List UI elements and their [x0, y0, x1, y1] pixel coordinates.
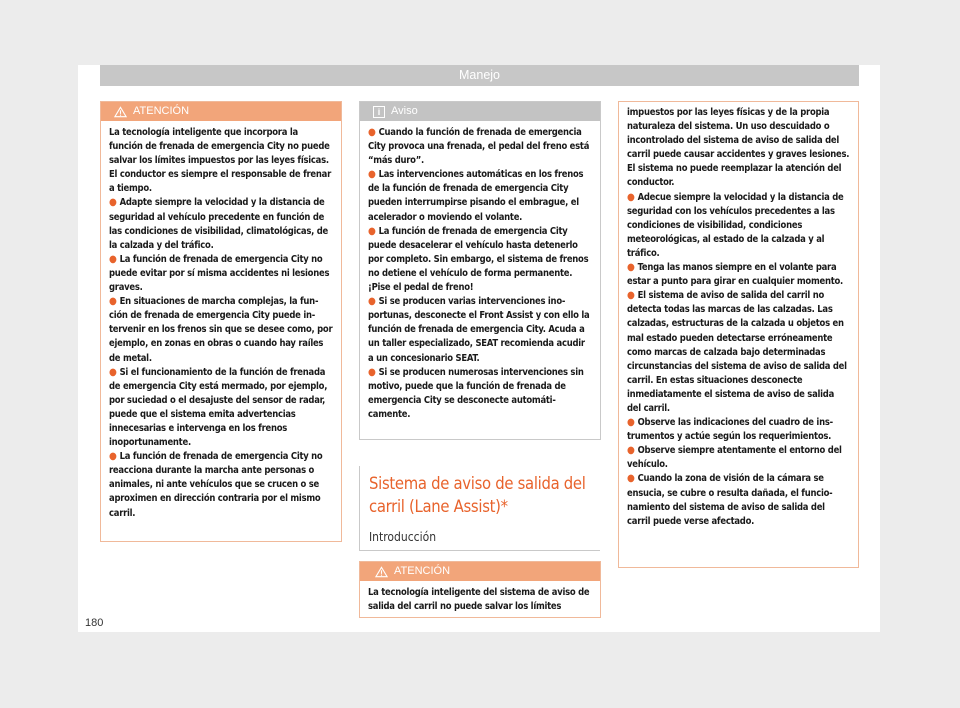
notice-box-header — [360, 102, 600, 121]
list-item: ● En situaciones de marcha complejas, la función de frenada de emergencia City puede intervenir en los frenos sin que se desee como, por ejemplo, en zonas en obras o cuando hay raíles de metal. — [109, 296, 333, 364]
list-item: ● El sistema de aviso de salida del carril no detecta todas las marcas de las calzadas. Las calzadas, estructuras de la calzada u objetos en mal estado pueden detectarse erróneamente como marcas de calzada bajo determinadas circunstancias del sistema de aviso de salida del carril. En estas situaciones desconecte inmediatamente el sistema de aviso de salida del carril. — [627, 290, 847, 414]
warning-box-body — [101, 121, 341, 527]
warning-box-title: ATENCIÓN — [133, 105, 190, 117]
bullet-icon: ● — [368, 296, 376, 308]
list-item: ● Si se producen numerosas intervenciones sin motivo, puede que la función de frenada de emergencia City se desconecte automáticamente. — [368, 366, 584, 420]
bullet-icon: ● — [109, 366, 117, 378]
list-item: ● Observe siempre atentamente el entorno del vehículo. — [627, 445, 842, 471]
bullet-icon: ● — [368, 366, 376, 378]
warning-box-continued — [618, 101, 859, 568]
warning-intro: La tecnología inteligente del sistema de aviso de salida del carril no puede salvar los límites — [368, 587, 590, 613]
section-subtitle: Introducción — [369, 530, 437, 544]
bullet-icon: ● — [109, 451, 117, 463]
list-item: ● Si se producen varias intervenciones inoportunas, desconecte el Front Assist y con ello la función de frenada de emergencia City. Acuda a un taller especializado, SEAT recomienda acudir a un concesionario SEAT. — [368, 296, 590, 364]
list-item: ● La función de frenada de emergencia City no puede evitar por sí misma accidentes ni lesiones graves. — [109, 253, 330, 294]
bullet-icon: ● — [368, 225, 376, 237]
section-divider-vertical — [359, 466, 360, 551]
page-header: Manejo — [100, 65, 859, 86]
list-item: ● Tenga las manos siempre en el volante para estar a punto para girar en cualquier momento. — [627, 262, 844, 288]
warning-triangle-icon — [114, 106, 127, 118]
bullet-icon: ● — [109, 296, 117, 308]
warning-triangle-icon — [375, 566, 388, 578]
bullet-icon: ● — [627, 262, 635, 274]
warning-box-left — [100, 101, 342, 542]
section-divider — [359, 550, 600, 551]
list-item: ● Las intervenciones automáticas en los frenos de la función de frenada de emergencia City pueden interrumpirse pisando el embrague, el acelerador o moviendo el volante. — [368, 169, 584, 223]
notice-box-title: Aviso — [391, 105, 418, 117]
bullet-icon: ● — [627, 191, 635, 203]
info-icon: i — [373, 106, 385, 118]
list-item: ● Cuando la zona de visión de la cámara se ensucia, se cubre o resulta dañada, el funcionamiento del sistema de aviso de salida del carril puede verse afectado. — [627, 473, 833, 527]
bullet-icon: ● — [627, 417, 635, 429]
list-item: ● Adecue siempre la velocidad y la distancia de seguridad con los vehículos precedentes a las condiciones de visibilidad, condiciones meteorológicas, al estado de la calzada y al tráfico. — [627, 191, 844, 259]
list-item: ● Adapte siempre la velocidad y la distancia de seguridad al vehículo precedente en función de las condiciones de visibilidad, climatológicas, de la calzada y del tráfico. — [109, 197, 329, 251]
list-item: ● La función de frenada de emergencia City puede desacelerar el vehículo hasta detenerlo por completo. Sin embargo, el sistema de frenos no detiene el vehículo de forma permanente. ¡Pise el pedal de freno! — [368, 225, 589, 294]
warning-box-header — [360, 562, 600, 581]
notice-box-body — [360, 121, 600, 428]
page-number: 180 — [85, 617, 104, 629]
warning-intro: impuestos por las leyes físicas y de la propia naturaleza del sistema. Un uso descuidado o incontrolado del sistema de aviso de salida del carril puede causar accidentes y graves lesiones. El sistema no puede reemplazar la atención del conductor. — [627, 107, 850, 189]
bullet-icon: ● — [109, 253, 117, 265]
bullet-icon: ● — [368, 127, 376, 138]
list-item: ● Cuando la función de frenada de emergencia City provoca una frenada, el pedal del freno está “más duro”. — [368, 127, 590, 167]
bullet-icon: ● — [109, 197, 117, 209]
warning-box-title: ATENCIÓN — [394, 565, 451, 577]
warning-box-middle — [359, 561, 601, 618]
bullet-icon: ● — [627, 290, 635, 302]
list-item: ● La función de frenada de emergencia City no reacciona durante la marcha ante personas o animales, ni ante vehículos que se crucen o se aproximen en dirección contraria por el mismo carril. — [109, 451, 323, 519]
warning-box-header — [101, 102, 341, 121]
bullet-icon: ● — [368, 169, 376, 181]
bullet-icon: ● — [627, 473, 635, 485]
list-item: ● Si el funcionamiento de la función de frenada de emergencia City está mermado, por ejemplo, por suciedad o el desajuste del sensor de radar, puede que el sistema emita advertencias innecesarias e intervenga en los frenos inoportunamente. — [109, 366, 328, 449]
warning-intro: La tecnología inteligente que incorpora la función de frenada de emergencia City no puede salvar los límites impuestos por las leyes físicas. El conductor es siempre el responsable de frenar a tiempo. — [109, 127, 331, 195]
list-item: ● Observe las indicaciones del cuadro de instrumentos y actúe según los requerimientos. — [627, 417, 834, 443]
warning-box-body — [619, 102, 858, 535]
warning-box-body — [360, 581, 600, 620]
bullet-icon: ● — [627, 445, 635, 457]
section-title: Sistema de aviso de salida del carril (Lane Assist)* — [369, 474, 586, 516]
notice-box — [359, 101, 601, 440]
